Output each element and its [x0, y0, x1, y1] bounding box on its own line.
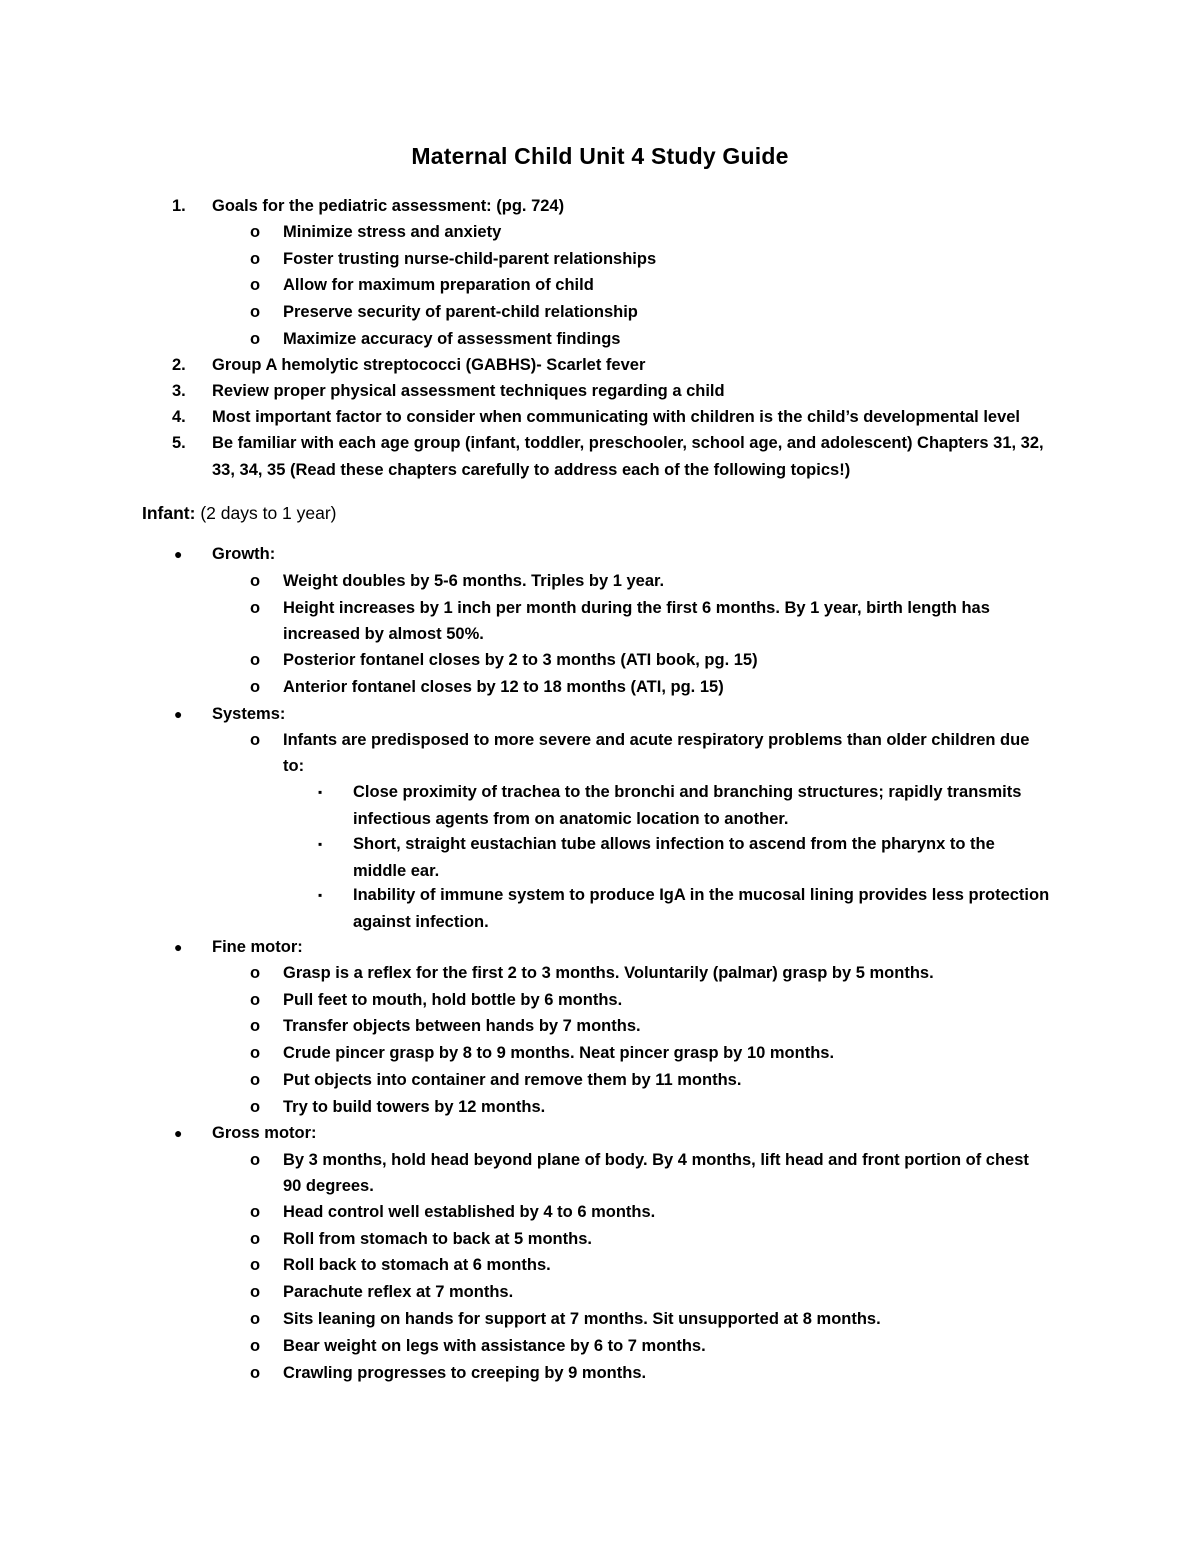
- list-item: Crude pincer grasp by 8 to 9 months. Neat pincer grasp by 10 months.: [283, 1044, 835, 1062]
- circle-bullet-icon: o: [250, 651, 261, 669]
- list-item: Head control well established by 4 to 6 months.: [283, 1203, 656, 1221]
- category-systems: Systems:: [212, 705, 286, 723]
- list-item-cont: increased by almost 50%.: [283, 625, 484, 643]
- sub-list-item-cont: middle ear.: [353, 862, 440, 880]
- sub-list-item-cont: infectious agents from on anatomic location to another.: [353, 810, 789, 828]
- list-number: 2.: [172, 356, 186, 374]
- list-item: By 3 months, hold head beyond plane of body. By 4 months, lift head and front portion of chest: [283, 1151, 1029, 1169]
- list-item: Anterior fontanel closes by 12 to 18 months (ATI, pg. 15): [283, 678, 724, 696]
- circle-bullet-icon: o: [250, 1203, 261, 1221]
- list-item: Foster trusting nurse-child-parent relationships: [283, 250, 657, 268]
- sub-list-item-cont: against infection.: [353, 913, 489, 931]
- circle-bullet-icon: o: [250, 991, 261, 1009]
- list-item: Put objects into container and remove them by 11 months.: [283, 1071, 742, 1089]
- circle-bullet-icon: o: [250, 678, 261, 696]
- square-bullet-icon: ▪: [318, 888, 323, 902]
- bullet-icon: ●: [174, 706, 183, 722]
- list-number: 4.: [172, 408, 186, 426]
- square-bullet-icon: ▪: [318, 785, 323, 799]
- list-item: Posterior fontanel closes by 2 to 3 months (ATI book, pg. 15): [283, 651, 758, 669]
- list-item: Sits leaning on hands for support at 7 months. Sit unsupported at 8 months.: [283, 1310, 881, 1328]
- list-item: Crawling progresses to creeping by 9 months.: [283, 1364, 647, 1382]
- list-number: 3.: [172, 382, 186, 400]
- sub-list-item: Inability of immune system to produce IgA in the mucosal lining provides less protection: [353, 886, 1050, 904]
- circle-bullet-icon: o: [250, 572, 261, 590]
- list-number: 1.: [172, 197, 186, 215]
- list-item: Roll back to stomach at 6 months.: [283, 1256, 551, 1274]
- square-bullet-icon: ▪: [318, 837, 323, 851]
- circle-bullet-icon: o: [250, 1310, 261, 1328]
- circle-bullet-icon: o: [250, 731, 261, 749]
- section-range: (2 days to 1 year): [195, 503, 337, 523]
- circle-bullet-icon: o: [250, 276, 261, 294]
- category-growth: Growth:: [212, 545, 276, 563]
- circle-bullet-icon: o: [250, 1044, 261, 1062]
- circle-bullet-icon: o: [250, 303, 261, 321]
- numbered-item-5-cont: 33, 34, 35 (Read these chapters carefully to address each of the following topics!): [212, 461, 851, 479]
- circle-bullet-icon: o: [250, 330, 261, 348]
- circle-bullet-icon: o: [250, 1337, 261, 1355]
- section-heading-infant: [142, 500, 337, 526]
- bullet-icon: ●: [174, 939, 183, 955]
- circle-bullet-icon: o: [250, 599, 261, 617]
- list-item: Weight doubles by 5-6 months. Triples by 1 year.: [283, 572, 665, 590]
- list-item-cont: to:: [283, 757, 305, 775]
- page-title: Maternal Child Unit 4 Study Guide: [411, 143, 789, 169]
- category-gross-motor: Gross motor:: [212, 1124, 317, 1142]
- list-item-cont: 90 degrees.: [283, 1177, 374, 1195]
- circle-bullet-icon: o: [250, 1098, 261, 1116]
- list-item: Roll from stomach to back at 5 months.: [283, 1230, 592, 1248]
- list-item: Maximize accuracy of assessment findings: [283, 330, 621, 348]
- list-item: Preserve security of parent-child relationship: [283, 303, 638, 321]
- circle-bullet-icon: o: [250, 1283, 261, 1301]
- circle-bullet-icon: o: [250, 964, 261, 982]
- numbered-item-5: Be familiar with each age group (infant, toddler, preschooler, school age, and adolescent) Chapters 31, 32,: [212, 434, 1044, 452]
- section-label: Infant:: [142, 503, 196, 523]
- circle-bullet-icon: o: [250, 223, 261, 241]
- circle-bullet-icon: o: [250, 250, 261, 268]
- bullet-icon: ●: [174, 1125, 183, 1141]
- numbered-item-2: Group A hemolytic streptococci (GABHS)- Scarlet fever: [212, 356, 646, 374]
- circle-bullet-icon: o: [250, 1017, 261, 1035]
- circle-bullet-icon: o: [250, 1230, 261, 1248]
- category-fine-motor: Fine motor:: [212, 938, 303, 956]
- list-item: Infants are predisposed to more severe and acute respiratory problems than older children due: [283, 731, 1030, 749]
- list-item: Allow for maximum preparation of child: [283, 276, 594, 294]
- circle-bullet-icon: o: [250, 1071, 261, 1089]
- sub-list-item: Short, straight eustachian tube allows infection to ascend from the pharynx to the: [353, 835, 995, 853]
- list-item: Grasp is a reflex for the first 2 to 3 months. Voluntarily (palmar) grasp by 5 months.: [283, 964, 934, 982]
- list-item: Pull feet to mouth, hold bottle by 6 months.: [283, 991, 623, 1009]
- numbered-item-4: Most important factor to consider when communicating with children is the child’s developmental level: [212, 408, 1021, 426]
- list-item: Bear weight on legs with assistance by 6 to 7 months.: [283, 1337, 706, 1355]
- bullet-icon: ●: [174, 546, 183, 562]
- numbered-item-3: Review proper physical assessment techniques regarding a child: [212, 382, 725, 400]
- list-item: Height increases by 1 inch per month during the first 6 months. By 1 year, birth length has: [283, 599, 990, 617]
- circle-bullet-icon: o: [250, 1364, 261, 1382]
- circle-bullet-icon: o: [250, 1151, 261, 1169]
- list-item: Minimize stress and anxiety: [283, 223, 502, 241]
- list-item: Parachute reflex at 7 months.: [283, 1283, 514, 1301]
- circle-bullet-icon: o: [250, 1256, 261, 1274]
- sub-list-item: Close proximity of trachea to the bronchi and branching structures; rapidly transmits: [353, 783, 1022, 801]
- list-number: 5.: [172, 434, 186, 452]
- list-item: Try to build towers by 12 months.: [283, 1098, 546, 1116]
- numbered-item-1: Goals for the pediatric assessment: (pg. 724): [212, 197, 565, 215]
- list-item: Transfer objects between hands by 7 months.: [283, 1017, 641, 1035]
